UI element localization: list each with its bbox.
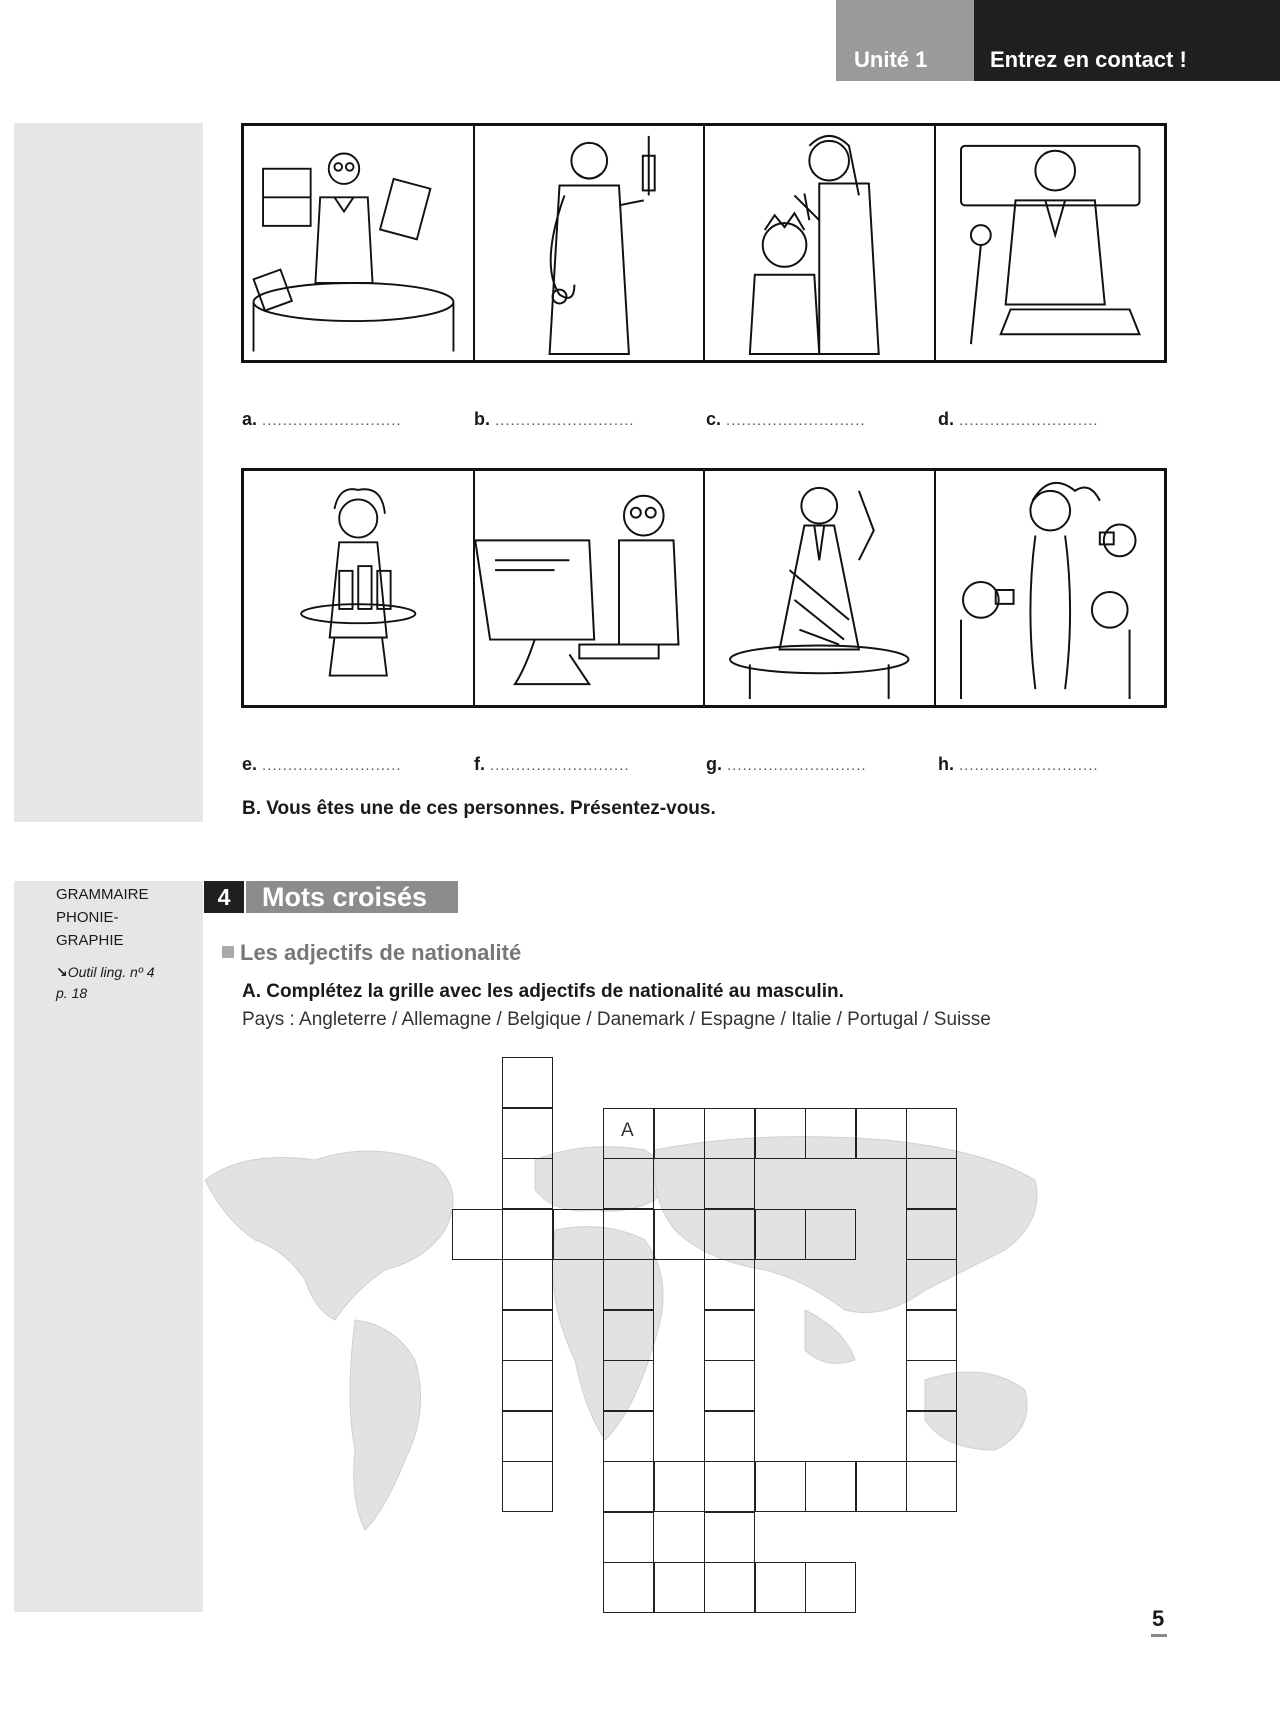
crossword-cell[interactable] xyxy=(755,1461,806,1512)
answer-blank-e[interactable] xyxy=(242,754,474,775)
answer-row-1 xyxy=(242,409,1172,430)
subtitle-text: Les adjectifs de nationalité xyxy=(240,940,522,965)
crossword-cell[interactable] xyxy=(452,1209,503,1260)
crossword-cell[interactable] xyxy=(805,1209,856,1260)
illustration-pharmacist xyxy=(244,126,475,360)
square-bullet-icon xyxy=(222,946,234,958)
crossword-cell[interactable] xyxy=(704,1461,755,1512)
answer-label: g. xyxy=(706,754,722,774)
answer-blank-h[interactable] xyxy=(938,754,1170,775)
crossword-cell[interactable] xyxy=(704,1209,755,1260)
sidebar-reference xyxy=(56,962,155,1004)
country-list: Pays : Angleterre / Allemagne / Belgique / Danemark / Espagne / Italie / Portugal / Suisse xyxy=(242,1009,991,1030)
sidebar-category xyxy=(56,883,149,952)
crossword-cell[interactable] xyxy=(704,1512,755,1563)
answer-dots: ........................... xyxy=(727,757,867,774)
answer-dots: ........................... xyxy=(495,412,635,429)
illustration-strip-1 xyxy=(241,123,1167,363)
answer-dots: ........................... xyxy=(490,757,630,774)
unit-tab xyxy=(836,0,974,81)
crossword-cell[interactable] xyxy=(553,1209,604,1260)
answer-label: h. xyxy=(938,754,954,774)
crossword-cell[interactable] xyxy=(603,1360,654,1411)
instruction-a: A. Complétez la grille avec les adjectifs de nationalité au masculin. xyxy=(242,981,844,1002)
answer-dots: ........................... xyxy=(726,412,866,429)
crossword-cell[interactable] xyxy=(906,1360,957,1411)
crossword-cell[interactable] xyxy=(502,1461,553,1512)
crossword-cell[interactable] xyxy=(906,1108,957,1159)
crossword-cell[interactable] xyxy=(906,1209,957,1260)
crossword-cell[interactable] xyxy=(704,1411,755,1462)
crossword-cell[interactable] xyxy=(654,1562,705,1613)
crossword-cell[interactable] xyxy=(502,1057,553,1108)
answer-blank-d[interactable] xyxy=(938,409,1170,430)
crossword-cell[interactable] xyxy=(704,1360,755,1411)
answer-dots: ........................... xyxy=(262,757,402,774)
illustration-presenter xyxy=(936,126,1165,360)
crossword-cell[interactable] xyxy=(704,1562,755,1613)
crossword-cell[interactable] xyxy=(906,1158,957,1209)
exercise-title: Mots croisés xyxy=(246,881,458,913)
exercise-subtitle xyxy=(222,940,521,966)
answer-blank-g[interactable] xyxy=(706,754,938,775)
answer-blank-b[interactable] xyxy=(474,409,706,430)
chapter-title: Entrez en contact ! xyxy=(990,47,1187,72)
exercise-number: 4 xyxy=(204,881,244,913)
crossword-cell[interactable] xyxy=(502,1310,553,1361)
illustration-star-paparazzi xyxy=(936,471,1165,705)
crossword-cell[interactable] xyxy=(603,1259,654,1310)
category-line: GRAMMAIRE xyxy=(56,886,149,903)
crossword-cell[interactable] xyxy=(502,1158,553,1209)
crossword-cell[interactable] xyxy=(704,1158,755,1209)
answer-label: c. xyxy=(706,409,722,429)
category-line: GRAPHIE xyxy=(56,932,124,949)
unit-label: Unité 1 xyxy=(854,47,928,72)
crossword-cell[interactable] xyxy=(654,1209,705,1260)
category-line: PHONIE- xyxy=(56,909,119,926)
crossword-cell[interactable] xyxy=(856,1461,907,1512)
crossword-given-letter: A xyxy=(621,1119,634,1141)
illustration-hairdresser xyxy=(705,126,936,360)
crossword-cell[interactable] xyxy=(603,1108,654,1159)
answer-blank-f[interactable] xyxy=(474,754,706,775)
crossword-cell[interactable] xyxy=(603,1158,654,1209)
crossword-cell[interactable] xyxy=(906,1411,957,1462)
crossword-cell[interactable] xyxy=(906,1259,957,1310)
crossword-cell[interactable] xyxy=(805,1108,856,1159)
crossword-cell[interactable] xyxy=(755,1108,806,1159)
crossword-cell[interactable] xyxy=(502,1259,553,1310)
crossword-cell[interactable] xyxy=(603,1562,654,1613)
crossword-cell[interactable] xyxy=(906,1461,957,1512)
crossword-cell[interactable] xyxy=(502,1411,553,1462)
answer-label: d. xyxy=(938,409,954,429)
crossword-cell[interactable] xyxy=(704,1310,755,1361)
illustration-strip-2 xyxy=(241,468,1167,708)
answer-blank-a[interactable] xyxy=(242,409,474,430)
illustration-waitress xyxy=(244,471,475,705)
page-number: 5 xyxy=(1152,1606,1165,1631)
answer-dots: ........................... xyxy=(959,412,1099,429)
crossword-cell[interactable] xyxy=(603,1411,654,1462)
crossword-cell[interactable] xyxy=(502,1360,553,1411)
crossword-cell[interactable] xyxy=(502,1108,553,1159)
crossword-cell[interactable] xyxy=(704,1259,755,1310)
crossword-cell[interactable] xyxy=(805,1562,856,1613)
crossword-cell[interactable] xyxy=(502,1209,553,1260)
crossword-cell[interactable] xyxy=(755,1562,806,1613)
crossword-cell[interactable] xyxy=(603,1209,654,1260)
illustration-lawyer xyxy=(705,471,936,705)
arrow-icon: ↘ xyxy=(56,964,68,980)
crossword-cell[interactable] xyxy=(603,1461,654,1512)
answer-label: f. xyxy=(474,754,485,774)
sidebar-top xyxy=(14,123,203,822)
illustration-doctor xyxy=(475,126,706,360)
crossword-cell[interactable] xyxy=(603,1512,654,1563)
answer-blank-c[interactable] xyxy=(706,409,938,430)
answer-label: a. xyxy=(242,409,258,429)
crossword-cell[interactable] xyxy=(654,1461,705,1512)
page-number-underline xyxy=(1151,1634,1167,1637)
crossword-cell[interactable] xyxy=(654,1108,705,1159)
crossword-cell[interactable] xyxy=(805,1461,856,1512)
answer-label: b. xyxy=(474,409,490,429)
reference-text: Outil ling. nº 4 xyxy=(67,964,155,980)
answer-dots: ........................... xyxy=(959,757,1099,774)
answer-dots: ........................... xyxy=(262,412,402,429)
answer-label: e. xyxy=(242,754,258,774)
crossword-cell[interactable] xyxy=(856,1108,907,1159)
crossword-cell[interactable] xyxy=(755,1209,806,1260)
chapter-title-tab xyxy=(974,0,1280,81)
crossword-cell[interactable] xyxy=(603,1310,654,1361)
illustration-computer-worker xyxy=(475,471,706,705)
crossword-cell[interactable] xyxy=(704,1108,755,1159)
instruction-b: B. Vous êtes une de ces personnes. Présentez-vous. xyxy=(242,798,716,819)
reference-page: p. 18 xyxy=(56,985,88,1001)
answer-row-2 xyxy=(242,754,1172,775)
crossword-cell[interactable] xyxy=(906,1310,957,1361)
